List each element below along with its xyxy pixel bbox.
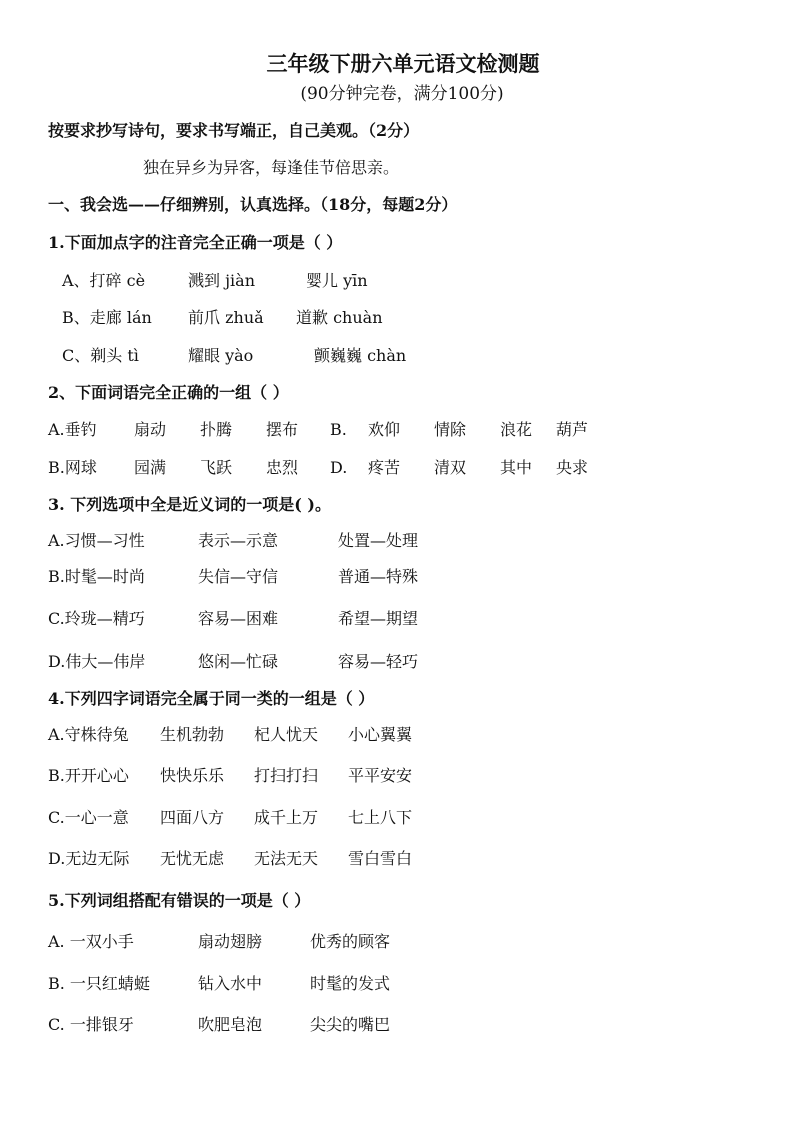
option-cell: 钻入水中	[198, 974, 263, 993]
option-cell: 葫芦	[556, 420, 589, 439]
option-cell: 飞跃	[200, 458, 233, 477]
question-3-stem: 3. 下列选项中全是近义词的一项是( )。	[48, 495, 331, 514]
option-cell: 溅到 jiàn	[188, 271, 256, 290]
option-cell: 平平安安	[348, 766, 413, 785]
option-cell: 时髦的发式	[310, 974, 391, 993]
question-2-stem: 2、下面词语完全正确的一组（ ）	[48, 383, 289, 402]
option-cell: 颤巍巍 chàn	[314, 346, 407, 365]
option-cell: 扇动翅膀	[198, 932, 263, 951]
option-cell: A、打碎 cè	[62, 271, 146, 290]
option-cell: 四面八方	[160, 808, 225, 827]
option-cell: 无忧无虑	[160, 849, 225, 868]
option-cell: 普通—特殊	[338, 567, 419, 586]
copy-section-heading: 按要求抄写诗句，要求书写端正，自己美观。（2分）	[48, 121, 420, 140]
option-cell: A. 一双小手	[48, 932, 134, 951]
option-cell: 无法无天	[254, 849, 319, 868]
question-5-stem: 5.下列词组搭配有错误的一项是（ ）	[48, 891, 311, 910]
option-cell: 道歉 chuàn	[296, 308, 383, 327]
option-cell: 浪花	[500, 420, 533, 439]
option-cell: 摆布	[266, 420, 299, 439]
option-cell: 扇动	[134, 420, 167, 439]
option-cell: B.	[330, 420, 347, 439]
option-cell: 容易—困难	[198, 609, 279, 628]
option-cell: C.一心一意	[48, 808, 129, 827]
option-cell: 忠烈	[266, 458, 299, 477]
option-cell: 小心翼翼	[348, 725, 413, 744]
option-cell: 成千上万	[254, 808, 319, 827]
option-cell: A.守株待兔	[48, 725, 129, 744]
option-cell: 七上八下	[348, 808, 413, 827]
option-cell: B.时髦—时尚	[48, 567, 145, 586]
option-cell: 情除	[434, 420, 467, 439]
option-cell: B、走廊 lán	[62, 308, 152, 327]
option-cell: 生机勃勃	[160, 725, 225, 744]
option-cell: A.习惯—习性	[48, 531, 145, 550]
option-cell: 悠闲—忙碌	[198, 652, 279, 671]
option-cell: 疼苦	[368, 458, 401, 477]
option-cell: 耀眼 yào	[188, 346, 254, 365]
option-cell: 表示—示意	[198, 531, 279, 550]
option-cell: 尖尖的嘴巴	[310, 1015, 391, 1034]
option-cell: 处置—处理	[338, 531, 419, 550]
section1-heading: 一、我会选——仔细辨别，认真选择。（18分，每题2分）	[48, 195, 458, 214]
option-cell: C.玲珑—精巧	[48, 609, 145, 628]
option-cell: 吹肥皂泡	[198, 1015, 263, 1034]
option-cell: 扑腾	[200, 420, 233, 439]
option-cell: 杞人忧天	[254, 725, 319, 744]
option-cell: 打扫打扫	[254, 766, 319, 785]
option-cell: D.	[330, 458, 348, 477]
poem-line: 独在异乡为异客，每逢佳节倍思亲。	[143, 158, 400, 177]
option-cell: B.网球	[48, 458, 97, 477]
option-cell: 容易—轻巧	[338, 652, 419, 671]
option-cell: C. 一排银牙	[48, 1015, 134, 1034]
option-cell: 婴儿 yīn	[306, 271, 368, 290]
option-cell: C、剃头 tì	[62, 346, 139, 365]
question-1-stem: 1.下面加点字的注音完全正确一项是（ ）	[48, 233, 343, 252]
option-cell: D.无边无际	[48, 849, 130, 868]
option-cell: 前爪 zhuǎ	[188, 308, 264, 327]
option-cell: 雪白雪白	[348, 849, 413, 868]
option-cell: 清双	[434, 458, 467, 477]
option-cell: B.开开心心	[48, 766, 129, 785]
option-cell: 优秀的顾客	[310, 932, 391, 951]
option-cell: A.垂钓	[48, 420, 97, 439]
exam-subtitle: (90分钟完卷，满分100分)	[300, 84, 504, 104]
option-cell: B. 一只红蜻蜓	[48, 974, 150, 993]
option-cell: 园满	[134, 458, 167, 477]
exam-title: 三年级下册六单元语文检测题	[266, 51, 540, 76]
option-cell: D.伟大—伟岸	[48, 652, 146, 671]
option-cell: 希望—期望	[338, 609, 419, 628]
option-cell: 其中	[500, 458, 533, 477]
option-cell: 央求	[556, 458, 589, 477]
option-cell: 欢仰	[368, 420, 401, 439]
option-cell: 失信—守信	[198, 567, 279, 586]
question-4-stem: 4.下列四字词语完全属于同一类的一组是（ ）	[48, 689, 375, 708]
option-cell: 快快乐乐	[160, 766, 225, 785]
